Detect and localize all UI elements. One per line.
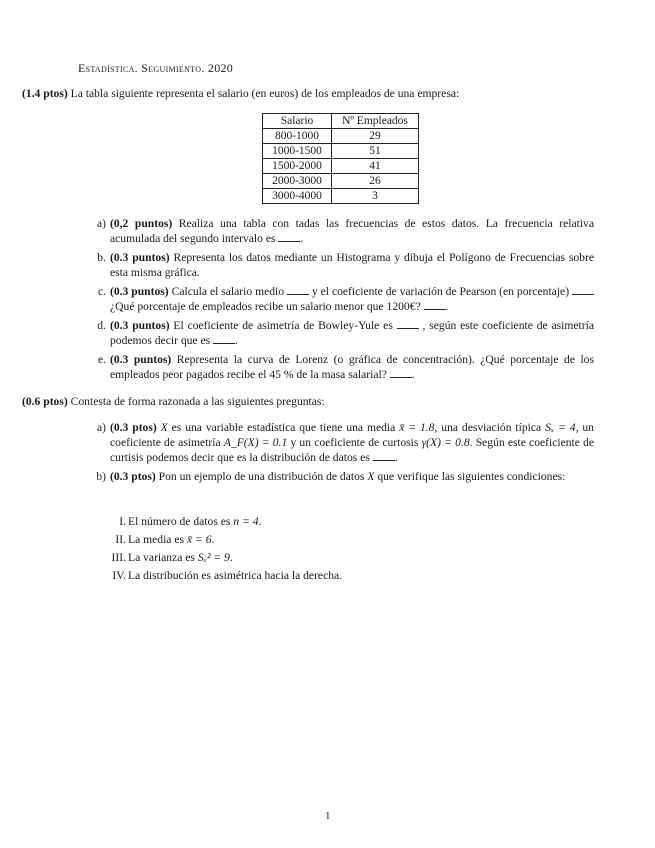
item-text: Pon un ejemplo de una distribución de datos xyxy=(158,470,365,483)
table-cell: 800-1000 xyxy=(263,129,332,144)
question-2-points: (0.6 ptos) xyxy=(22,395,68,408)
table-cell: 1500-2000 xyxy=(263,159,332,174)
math-expression: Sₓ = 4 xyxy=(545,421,576,434)
item-text: . xyxy=(300,232,304,245)
math-expression: n = 4 xyxy=(233,515,259,528)
item-text: . xyxy=(411,368,415,381)
math-expression: Sₓ² = 9 xyxy=(197,551,230,564)
math-expression: x̄ = 6 xyxy=(186,533,212,546)
list-item xyxy=(104,549,342,567)
math-variable: X xyxy=(160,421,168,434)
table-row xyxy=(263,144,419,159)
item-points: (0.3 ptos) xyxy=(110,421,157,434)
table-cell: 41 xyxy=(332,159,419,174)
question-2-heading xyxy=(22,395,325,408)
item-marker: e. xyxy=(97,353,106,366)
item-marker: II. xyxy=(115,533,126,546)
item-marker: IV. xyxy=(112,569,126,582)
item-text: . xyxy=(445,300,449,313)
list-item xyxy=(90,352,594,382)
list-item xyxy=(90,216,594,246)
table-cell: 29 xyxy=(332,129,419,144)
item-points: (0.3 puntos) xyxy=(110,353,172,366)
answer-blank[interactable] xyxy=(213,334,235,344)
list-item xyxy=(90,318,594,348)
item-text: . Según este coeficiente de curtisis podemos decir que es la distribución de datos es xyxy=(110,436,595,464)
math-expression: γ(X) = 0.8 xyxy=(421,436,470,449)
item-text: y un coeficiente de curtosis xyxy=(290,436,419,449)
list-item xyxy=(90,250,594,280)
item-marker: b) xyxy=(96,470,106,483)
table-row xyxy=(263,189,419,204)
question-1-heading xyxy=(22,87,459,100)
item-text: , un coeficiente de asimetría xyxy=(110,421,594,449)
item-text: que verifique las siguientes condiciones: xyxy=(377,470,566,483)
list-item xyxy=(90,284,594,314)
answer-blank[interactable] xyxy=(572,285,594,295)
item-marker: a) xyxy=(96,421,106,434)
answer-blank[interactable] xyxy=(397,319,419,329)
item-points: (0,2 puntos) xyxy=(110,217,173,230)
item-text: es una variable estadística que tiene una media xyxy=(171,421,396,434)
list-item xyxy=(104,513,342,531)
item-text: La varianza es xyxy=(128,551,195,564)
item-points: (0.3 puntos) xyxy=(110,285,169,298)
table-header-cell: Salario xyxy=(263,114,332,129)
item-text: , según este coeficiente de asimetría podemos decir que es xyxy=(110,319,594,347)
table-row xyxy=(263,129,419,144)
table-cell: 3 xyxy=(332,189,419,204)
table-cell: 26 xyxy=(332,174,419,189)
table-header-row xyxy=(263,114,419,129)
item-text: Representa la curva de Lorenz (o gráfica de concentración). ¿Qué porcentaje de los empleados peor pagados recibe el 45 % de la masa salarial? xyxy=(110,353,594,381)
math-variable: X xyxy=(367,470,375,483)
math-expression: x̄ = 1.8 xyxy=(399,421,435,434)
table-cell: 1000-1500 xyxy=(263,144,332,159)
answer-blank[interactable] xyxy=(390,368,412,378)
list-item xyxy=(104,531,342,549)
item-text: . xyxy=(258,515,262,528)
item-text: y el coeficiente de variación de Pearson (en porcentaje) xyxy=(311,285,570,298)
question-2-items xyxy=(90,420,594,484)
math-expression: A_F(X) = 0.1 xyxy=(223,436,288,449)
item-text: . xyxy=(229,551,233,564)
item-text: El número de datos es xyxy=(128,515,231,528)
question-1-points: (1.4 ptos) xyxy=(22,87,68,100)
table-cell: 3000-4000 xyxy=(263,189,332,204)
item-marker: b. xyxy=(97,251,106,264)
item-marker: c. xyxy=(97,285,106,298)
question-1-items xyxy=(90,216,594,382)
question-2-intro: Contesta de forma razonada a las siguientes preguntas: xyxy=(70,395,325,408)
item-text: ¿Qué porcentaje de empleados recibe un salario menor que 1200€? xyxy=(110,300,421,313)
answer-blank[interactable] xyxy=(278,232,300,242)
answer-blank[interactable] xyxy=(287,285,309,295)
item-marker: a) xyxy=(96,217,106,230)
item-marker: III. xyxy=(111,551,126,564)
list-item xyxy=(104,567,342,585)
salary-table xyxy=(262,113,419,204)
table-cell: 51 xyxy=(332,144,419,159)
item-text: , una desviación típica xyxy=(434,421,542,434)
document-header: Estadística. Seguimiento. 2020 xyxy=(78,61,234,75)
item-points: (0.3 puntos) xyxy=(110,251,170,264)
item-text: . xyxy=(394,451,398,464)
conditions-list xyxy=(104,513,342,585)
list-item xyxy=(90,420,594,465)
item-text: La distribución es asimétrica hacia la derecha. xyxy=(128,569,343,582)
item-points: (0.3 ptos) xyxy=(110,470,156,483)
item-text: Calcula el salario medio xyxy=(171,285,285,298)
answer-blank[interactable] xyxy=(373,451,395,461)
table-row xyxy=(263,174,419,189)
item-text: La media es xyxy=(128,533,185,546)
item-marker: d. xyxy=(97,319,106,332)
item-text: El coeficiente de asimetría de Bowley-Yule es xyxy=(173,319,393,332)
item-text: Realiza una tabla con tadas las frecuencias de estos datos. La frecuencia relativa acumulada del segundo intervalo es xyxy=(110,217,594,245)
item-text: . xyxy=(235,334,238,347)
table-header-cell: Nº Empleados xyxy=(332,114,419,129)
list-item xyxy=(90,469,594,484)
answer-blank[interactable] xyxy=(424,300,446,310)
item-points: (0.3 puntos) xyxy=(110,319,170,332)
item-text: Representa los datos mediante un Histograma y dibuja el Polígono de Frecuencias sobre esta misma gráfica. xyxy=(110,251,594,279)
table-cell: 2000-3000 xyxy=(263,174,332,189)
item-text: . xyxy=(211,533,215,546)
question-1-intro: La tabla siguiente representa el salario (en euros) de los empleados de una empresa: xyxy=(70,87,460,100)
item-marker: I. xyxy=(119,515,126,528)
page-number: 1 xyxy=(325,810,331,822)
table-row xyxy=(263,159,419,174)
